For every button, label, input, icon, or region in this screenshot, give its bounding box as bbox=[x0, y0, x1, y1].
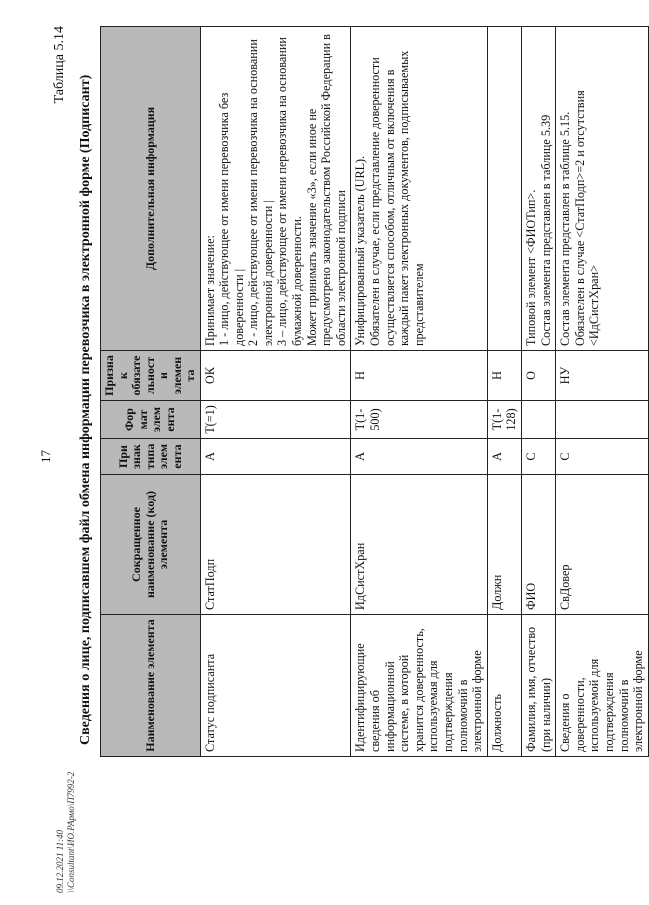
table-cell-info: Типовой элемент <ФИОТип>. Состав элемента представлен в таблице 5.39 bbox=[521, 27, 555, 351]
stamp-line: \\Consultant\ИО.РАрмо\П7992-2 bbox=[66, 771, 76, 893]
table-row bbox=[556, 27, 649, 757]
table-cell-info bbox=[487, 27, 521, 351]
table-cell-info: Состав элемента представлен в таблице 5.15. Обязателен в случае <СтатПодп>=2 и отсутствия <ИдСистХран> bbox=[556, 27, 649, 351]
table-cell-req: Н bbox=[351, 351, 487, 401]
table-cell-code: СвДовер bbox=[556, 475, 649, 615]
table-cell-name: Статус подписанта bbox=[200, 615, 351, 757]
table-cell-format bbox=[521, 401, 555, 439]
table-number: Таблица 5.14 bbox=[52, 26, 67, 104]
table-title: Сведения о лице, подписавшем файл обмена информации перевозчика в электронной форме (Подписант) bbox=[78, 74, 93, 745]
header-cell: Дополнительная информация bbox=[101, 27, 201, 351]
table-cell-info: Принимает значение: 1 - лицо, действующее от имени перевозчика без доверенности | 2 - лицо, действующее от имени перевозчика на основании электронной доверенности | 3 – лицо, действующее от имени перевозчика на основании бумажной доверенности. Может принимать значение «3», если иное не предусмотрено законодательством Российской Федерации в области электронной подписи bbox=[200, 27, 351, 351]
table-cell-type: С bbox=[556, 439, 649, 475]
table-cell-name: Идентифицирующие сведения об информационной системе, в которой хранится доверенность, используемая для подтверждения полномочий в электронной форме bbox=[351, 615, 487, 757]
table-cell-code: ФИО bbox=[521, 475, 555, 615]
table-cell-req: НУ bbox=[556, 351, 649, 401]
page-number: 17 bbox=[38, 450, 53, 463]
data-table bbox=[100, 26, 649, 757]
table-cell-type: А bbox=[351, 439, 487, 475]
table-cell-format: Т(1-500) bbox=[351, 401, 487, 439]
header-cell: Формат элемента bbox=[101, 401, 201, 439]
table-row bbox=[200, 27, 351, 757]
table-cell-type: А bbox=[200, 439, 351, 475]
table-row bbox=[487, 27, 521, 757]
stamp-line: 09.12.2021 11:40 bbox=[55, 829, 65, 893]
table-cell-format: Т(=1) bbox=[200, 401, 351, 439]
header-cell: Сокращенное наименование (код) элемента bbox=[101, 475, 201, 615]
header-cell: Наименование элемента bbox=[101, 615, 201, 757]
table-cell-name: Должность bbox=[487, 615, 521, 757]
table-body bbox=[200, 27, 648, 757]
table-row bbox=[351, 27, 487, 757]
header-cell: Признак типа элемента bbox=[101, 439, 201, 475]
table-cell-code: ИдСистХран bbox=[351, 475, 487, 615]
table-header-row bbox=[101, 27, 201, 757]
document-stamp bbox=[55, 772, 77, 893]
table-cell-name: Сведения о доверенности, используемой для подтверждения полномочий в электронной форме bbox=[556, 615, 649, 757]
table-cell-name: Фамилия, имя, отчество (при наличии) bbox=[521, 615, 555, 757]
table-cell-req: ОК bbox=[200, 351, 351, 401]
table-cell-type: С bbox=[521, 439, 555, 475]
table-cell-req: Н bbox=[487, 351, 521, 401]
table-cell-format bbox=[556, 401, 649, 439]
table-cell-req: О bbox=[521, 351, 555, 401]
table-cell-code: СтатПодп bbox=[200, 475, 351, 615]
table-cell-code: Должн bbox=[487, 475, 521, 615]
table-cell-format: Т(1-128) bbox=[487, 401, 521, 439]
table-cell-type: А bbox=[487, 439, 521, 475]
table-cell-info: Унифицированный указатель (URL). Обязателен в случае, если представление доверенности осуществляется способом, отличным от включения в каждый пакет электронных документов, подписываемых представителем bbox=[351, 27, 487, 351]
header-cell: Признак обязательности элемента bbox=[101, 351, 201, 401]
table-row bbox=[521, 27, 555, 757]
